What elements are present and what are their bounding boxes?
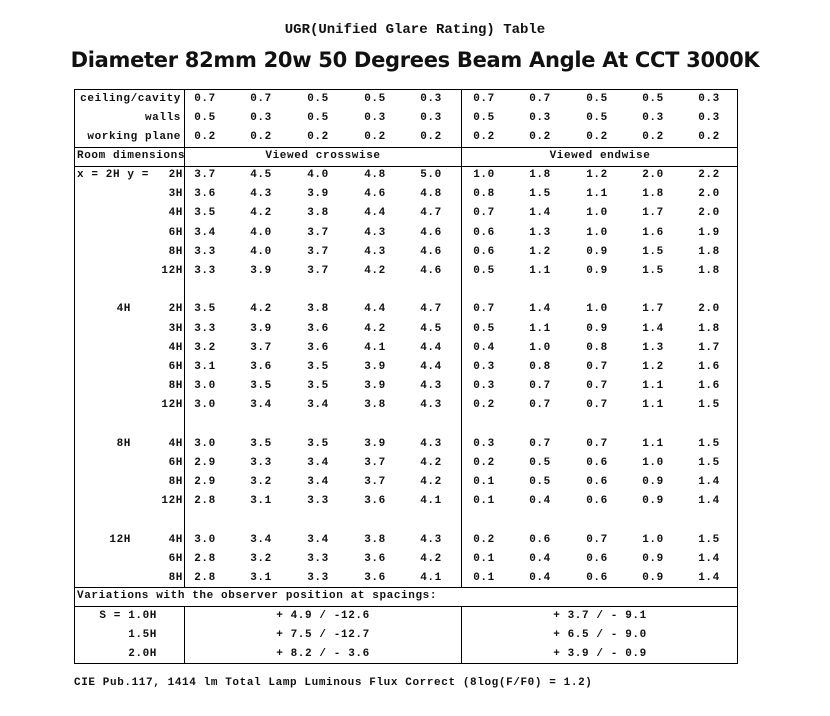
- ugr-value-crosswise: 4.3: [420, 437, 442, 450]
- ugr-value-crosswise: 3.3: [307, 572, 329, 585]
- reflectance-value: 0.2: [529, 131, 551, 143]
- variation-endwise: + 3.7 / - 9.1: [553, 610, 647, 622]
- table-title: UGR(Unified Glare Rating) Table: [284, 22, 546, 38]
- ugr-value-endwise: 1.0: [642, 457, 664, 469]
- ugr-value-crosswise: 4.3: [420, 399, 442, 412]
- reflectance-value: 0.7: [194, 93, 216, 105]
- ugr-value-endwise: 0.8: [586, 341, 608, 354]
- ugr-value-endwise: 0.6: [586, 495, 608, 508]
- ugr-value-crosswise: 4.2: [250, 303, 272, 316]
- ugr-value-crosswise: 3.5: [307, 380, 329, 393]
- ugr-value-endwise: 0.9: [642, 476, 664, 489]
- reflectance-value: 0.7: [473, 93, 495, 105]
- room-y-label: 12H: [161, 495, 183, 508]
- room-y-label: 4H: [168, 533, 183, 546]
- viewed-crosswise-label: Viewed crosswise: [265, 150, 381, 162]
- ugr-value-crosswise: 3.9: [364, 437, 386, 450]
- ugr-value-crosswise: 3.6: [307, 322, 329, 335]
- ugr-value-endwise: 1.2: [586, 169, 608, 181]
- ugr-value-endwise: 1.8: [642, 188, 664, 201]
- ugr-value-crosswise: 4.2: [420, 457, 442, 469]
- reflectance-value: 0.2: [586, 131, 608, 143]
- reflectance-value: 0.3: [698, 112, 720, 124]
- room-y-label: 4H: [168, 437, 183, 450]
- ugr-value-endwise: 1.8: [698, 265, 720, 277]
- ugr-value-endwise: 1.0: [642, 533, 664, 546]
- ugr-value-endwise: 0.5: [529, 476, 551, 489]
- ugr-value-endwise: 0.7: [586, 399, 608, 412]
- ugr-value-endwise: 1.6: [642, 226, 664, 239]
- ugr-value-endwise: 1.0: [473, 169, 495, 181]
- ugr-value-crosswise: 4.5: [250, 169, 272, 181]
- reflectance-value: 0.2: [194, 131, 216, 143]
- ugr-value-crosswise: 3.5: [194, 207, 216, 220]
- ugr-value-endwise: 0.9: [586, 265, 608, 277]
- ugr-value-crosswise: 4.7: [420, 207, 442, 220]
- ugr-value-endwise: 0.5: [529, 457, 551, 469]
- spacing-label: 2.0H: [128, 648, 157, 660]
- ugr-value-endwise: 0.7: [586, 437, 608, 450]
- ugr-value-crosswise: 3.2: [250, 553, 272, 565]
- reflectance-value: 0.3: [250, 112, 272, 124]
- spacing-label: 1.5H: [128, 629, 157, 641]
- variation-crosswise: + 8.2 / - 3.6: [276, 648, 370, 660]
- ugr-value-crosswise: 4.2: [250, 207, 272, 220]
- ugr-value-crosswise: 3.0: [194, 380, 216, 393]
- ugr-value-endwise: 1.7: [642, 207, 664, 220]
- ugr-value-crosswise: 4.4: [364, 207, 386, 220]
- ugr-value-crosswise: 2.8: [194, 553, 216, 565]
- variation-endwise: + 6.5 / - 9.0: [553, 629, 647, 641]
- ugr-value-crosswise: 4.0: [250, 245, 272, 258]
- reflectance-value: 0.7: [529, 93, 551, 105]
- ugr-value-endwise: 1.8: [698, 245, 720, 258]
- room-y-label: 4H: [168, 341, 183, 354]
- ugr-value-endwise: 1.3: [642, 341, 664, 354]
- spacing-label: S = 1.0H: [99, 610, 157, 622]
- ugr-value-endwise: 0.3: [473, 437, 495, 450]
- ugr-value-endwise: 1.5: [698, 437, 720, 450]
- ugr-value-crosswise: 3.4: [307, 533, 329, 546]
- variations-label: Variations with the observer position at spacings:: [77, 590, 438, 602]
- reflectance-value: 0.2: [698, 131, 720, 143]
- ugr-value-crosswise: 4.0: [307, 169, 329, 181]
- ugr-value-crosswise: 3.8: [307, 303, 329, 316]
- ugr-value-endwise: 0.1: [473, 495, 495, 508]
- ugr-value-crosswise: 2.8: [194, 495, 216, 508]
- room-y-label: 3H: [168, 322, 183, 335]
- ugr-value-crosswise: 4.6: [364, 188, 386, 201]
- ugr-value-endwise: 1.0: [586, 226, 608, 239]
- room-y-label: 8H: [168, 476, 183, 489]
- ugr-value-crosswise: 4.8: [420, 188, 442, 201]
- ugr-value-crosswise: 3.4: [307, 457, 329, 469]
- ugr-value-crosswise: 3.7: [364, 476, 386, 489]
- ugr-value-endwise: 0.6: [586, 572, 608, 585]
- ugr-value-endwise: 1.0: [586, 207, 608, 220]
- ugr-value-crosswise: 2.9: [194, 476, 216, 489]
- ugr-value-crosswise: 4.5: [420, 322, 442, 335]
- ugr-value-crosswise: 3.7: [307, 265, 329, 277]
- product-subtitle: Diameter 82mm 20w 50 Degrees Beam Angle At CCT 3000K: [70, 48, 760, 72]
- ugr-value-endwise: 0.3: [473, 361, 495, 373]
- reflectance-value: 0.3: [698, 93, 720, 105]
- room-x-label: 12H: [109, 533, 131, 546]
- ugr-value-endwise: 1.5: [698, 533, 720, 546]
- variation-crosswise: + 7.5 / -12.7: [276, 629, 370, 641]
- ugr-value-endwise: 0.7: [529, 437, 551, 450]
- ugr-value-crosswise: 4.4: [364, 303, 386, 316]
- ugr-value-endwise: 0.6: [586, 553, 608, 565]
- room-x-label: 4H: [116, 303, 131, 316]
- ugr-value-endwise: 0.9: [642, 495, 664, 508]
- ugr-value-crosswise: 3.4: [250, 533, 272, 546]
- ugr-value-crosswise: 3.4: [194, 226, 216, 239]
- ugr-value-crosswise: 3.1: [194, 361, 216, 373]
- ugr-value-endwise: 1.1: [642, 380, 664, 393]
- reflectance-value: 0.2: [420, 131, 442, 143]
- ugr-value-crosswise: 4.6: [420, 265, 442, 277]
- ugr-value-endwise: 1.4: [529, 207, 551, 220]
- ugr-value-endwise: 1.5: [698, 399, 720, 412]
- room-x-label: x = 2H y =: [77, 169, 150, 181]
- ugr-value-crosswise: 3.6: [364, 553, 386, 565]
- ugr-value-crosswise: 4.3: [420, 380, 442, 393]
- ugr-value-crosswise: 4.1: [364, 341, 386, 354]
- ugr-value-crosswise: 3.8: [364, 533, 386, 546]
- reflectance-value: 0.3: [420, 93, 442, 105]
- ugr-value-crosswise: 3.3: [194, 245, 216, 258]
- ugr-value-crosswise: 3.7: [307, 245, 329, 258]
- ugr-value-crosswise: 3.3: [307, 495, 329, 508]
- ugr-value-crosswise: 4.1: [420, 495, 442, 508]
- ugr-value-endwise: 0.9: [642, 572, 664, 585]
- ugr-value-crosswise: 3.5: [307, 361, 329, 373]
- ugr-value-endwise: 0.4: [529, 572, 551, 585]
- ugr-value-endwise: 2.0: [698, 303, 720, 316]
- ugr-value-crosswise: 4.0: [250, 226, 272, 239]
- ugr-value-crosswise: 3.5: [250, 437, 272, 450]
- ugr-value-endwise: 1.4: [529, 303, 551, 316]
- ugr-value-endwise: 0.1: [473, 476, 495, 489]
- reflectance-label: walls: [144, 112, 181, 124]
- ugr-value-endwise: 1.6: [698, 380, 720, 393]
- ugr-value-endwise: 0.2: [473, 533, 495, 546]
- room-y-label: 8H: [168, 245, 183, 258]
- ugr-value-endwise: 0.7: [473, 303, 495, 316]
- ugr-value-endwise: 0.4: [473, 341, 495, 354]
- ugr-value-endwise: 1.5: [642, 245, 664, 258]
- room-y-label: 12H: [161, 265, 183, 277]
- ugr-value-crosswise: 2.8: [194, 572, 216, 585]
- ugr-table: [74, 89, 738, 664]
- ugr-value-crosswise: 3.1: [250, 495, 272, 508]
- ugr-value-crosswise: 3.6: [364, 572, 386, 585]
- reflectance-value: 0.5: [473, 112, 495, 124]
- ugr-value-endwise: 1.3: [529, 226, 551, 239]
- ugr-value-crosswise: 3.2: [194, 341, 216, 354]
- reflectance-value: 0.2: [364, 131, 386, 143]
- reflectance-value: 0.3: [529, 112, 551, 124]
- ugr-value-endwise: 1.5: [642, 265, 664, 277]
- ugr-value-endwise: 2.0: [642, 169, 664, 181]
- room-y-label: 8H: [168, 380, 183, 393]
- ugr-value-endwise: 0.7: [529, 380, 551, 393]
- ugr-value-crosswise: 4.2: [364, 265, 386, 277]
- ugr-value-endwise: 1.1: [529, 322, 551, 335]
- ugr-value-endwise: 1.6: [698, 361, 720, 373]
- reflectance-value: 0.3: [642, 112, 664, 124]
- ugr-value-endwise: 1.4: [698, 476, 720, 489]
- ugr-value-endwise: 1.8: [698, 322, 720, 335]
- room-y-label: 6H: [168, 457, 183, 469]
- variation-crosswise: + 4.9 / -12.6: [276, 610, 370, 622]
- ugr-value-endwise: 1.0: [529, 341, 551, 354]
- ugr-value-crosswise: 3.5: [250, 380, 272, 393]
- ugr-value-crosswise: 4.2: [420, 553, 442, 565]
- ugr-value-crosswise: 3.6: [194, 188, 216, 201]
- ugr-value-endwise: 0.8: [529, 361, 551, 373]
- ugr-value-crosswise: 3.0: [194, 437, 216, 450]
- ugr-value-crosswise: 3.3: [307, 553, 329, 565]
- ugr-value-crosswise: 4.3: [364, 245, 386, 258]
- ugr-value-crosswise: 3.5: [194, 303, 216, 316]
- reflectance-value: 0.2: [473, 131, 495, 143]
- ugr-value-endwise: 1.7: [698, 341, 720, 354]
- ugr-value-endwise: 2.0: [698, 207, 720, 220]
- ugr-value-endwise: 1.4: [698, 553, 720, 565]
- ugr-value-endwise: 1.1: [642, 437, 664, 450]
- ugr-value-endwise: 0.7: [586, 380, 608, 393]
- reflectance-value: 0.5: [194, 112, 216, 124]
- variation-endwise: + 3.9 / - 0.9: [553, 648, 647, 660]
- ugr-value-endwise: 1.8: [529, 169, 551, 181]
- reflectance-label: working plane: [87, 131, 181, 143]
- ugr-value-crosswise: 3.4: [307, 399, 329, 412]
- ugr-value-endwise: 0.7: [586, 533, 608, 546]
- room-y-label: 6H: [168, 226, 183, 239]
- ugr-value-crosswise: 3.0: [194, 399, 216, 412]
- ugr-value-endwise: 1.9: [698, 226, 720, 239]
- room-y-label: 2H: [168, 169, 183, 181]
- reflectance-value: 0.2: [307, 131, 329, 143]
- ugr-value-crosswise: 4.1: [420, 572, 442, 585]
- ugr-value-crosswise: 3.9: [250, 265, 272, 277]
- ugr-value-endwise: 1.5: [698, 457, 720, 469]
- ugr-value-crosswise: 3.6: [307, 341, 329, 354]
- ugr-value-crosswise: 3.3: [194, 322, 216, 335]
- ugr-value-crosswise: 3.9: [364, 380, 386, 393]
- ugr-value-crosswise: 3.3: [250, 457, 272, 469]
- ugr-value-endwise: 1.5: [529, 188, 551, 201]
- ugr-value-crosswise: 3.3: [194, 265, 216, 277]
- ugr-value-endwise: 0.3: [473, 380, 495, 393]
- room-y-label: 3H: [168, 188, 183, 201]
- reflectance-value: 0.5: [307, 93, 329, 105]
- ugr-value-crosswise: 4.8: [364, 169, 386, 181]
- ugr-value-crosswise: 3.8: [307, 207, 329, 220]
- ugr-value-endwise: 0.7: [529, 399, 551, 412]
- ugr-value-crosswise: 3.9: [364, 361, 386, 373]
- ugr-value-crosswise: 3.4: [250, 399, 272, 412]
- reflectance-value: 0.3: [420, 112, 442, 124]
- ugr-value-endwise: 0.6: [473, 245, 495, 258]
- ugr-value-endwise: 1.4: [698, 495, 720, 508]
- ugr-value-endwise: 0.4: [529, 553, 551, 565]
- room-y-label: 6H: [168, 553, 183, 565]
- room-y-label: 12H: [161, 399, 183, 412]
- ugr-value-endwise: 0.9: [586, 245, 608, 258]
- ugr-value-endwise: 0.2: [473, 399, 495, 412]
- ugr-value-endwise: 0.5: [473, 265, 495, 277]
- room-y-label: 4H: [168, 207, 183, 220]
- viewed-endwise-label: Viewed endwise: [549, 150, 651, 162]
- room-dimensions-label: Room dimensions: [77, 150, 186, 162]
- ugr-value-endwise: 0.6: [529, 533, 551, 546]
- ugr-value-crosswise: 3.8: [364, 399, 386, 412]
- ugr-value-endwise: 1.1: [529, 265, 551, 277]
- ugr-value-crosswise: 3.5: [307, 437, 329, 450]
- ugr-value-crosswise: 4.4: [420, 341, 442, 354]
- reflectance-value: 0.5: [586, 93, 608, 105]
- ugr-value-endwise: 1.0: [586, 303, 608, 316]
- ugr-value-endwise: 1.7: [642, 303, 664, 316]
- reflectance-value: 0.5: [642, 93, 664, 105]
- footer-note: CIE Pub.117, 1414 lm Total Lamp Luminous Flux Correct (8log(F/F0) = 1.2): [74, 677, 593, 689]
- ugr-value-crosswise: 3.7: [364, 457, 386, 469]
- reflectance-value: 0.3: [364, 112, 386, 124]
- ugr-value-crosswise: 4.3: [364, 226, 386, 239]
- ugr-value-crosswise: 2.9: [194, 457, 216, 469]
- ugr-value-endwise: 0.9: [586, 322, 608, 335]
- ugr-value-crosswise: 3.1: [250, 572, 272, 585]
- ugr-value-endwise: 0.4: [529, 495, 551, 508]
- room-y-label: 6H: [168, 361, 183, 373]
- reflectance-label: ceiling/cavity: [80, 93, 181, 105]
- reflectance-value: 0.5: [364, 93, 386, 105]
- room-y-label: 2H: [168, 303, 183, 316]
- ugr-value-crosswise: 3.6: [364, 495, 386, 508]
- ugr-value-endwise: 0.6: [586, 476, 608, 489]
- ugr-value-crosswise: 3.7: [250, 341, 272, 354]
- ugr-value-crosswise: 3.0: [194, 533, 216, 546]
- ugr-value-endwise: 0.8: [473, 188, 495, 201]
- ugr-value-crosswise: 3.7: [307, 226, 329, 239]
- ugr-value-crosswise: 3.4: [307, 476, 329, 489]
- ugr-value-crosswise: 3.9: [307, 188, 329, 201]
- ugr-value-crosswise: 3.9: [250, 322, 272, 335]
- reflectance-value: 0.2: [250, 131, 272, 143]
- ugr-value-endwise: 0.2: [473, 457, 495, 469]
- room-x-label: 8H: [116, 437, 131, 450]
- ugr-value-endwise: 0.1: [473, 572, 495, 585]
- ugr-value-crosswise: 4.4: [420, 361, 442, 373]
- ugr-value-endwise: 1.2: [529, 245, 551, 258]
- reflectance-value: 0.2: [642, 131, 664, 143]
- ugr-value-crosswise: 3.7: [194, 169, 216, 181]
- ugr-value-endwise: 0.6: [586, 457, 608, 469]
- room-y-label: 8H: [168, 572, 183, 585]
- ugr-value-endwise: 0.6: [473, 226, 495, 239]
- ugr-value-endwise: 1.1: [586, 188, 608, 201]
- ugr-value-endwise: 2.2: [698, 169, 720, 181]
- ugr-value-endwise: 0.1: [473, 553, 495, 565]
- ugr-value-crosswise: 4.7: [420, 303, 442, 316]
- ugr-value-crosswise: 4.2: [364, 322, 386, 335]
- ugr-value-endwise: 1.2: [642, 361, 664, 373]
- ugr-value-crosswise: 5.0: [420, 169, 442, 181]
- ugr-value-endwise: 1.4: [698, 572, 720, 585]
- ugr-value-endwise: 1.1: [642, 399, 664, 412]
- reflectance-value: 0.5: [586, 112, 608, 124]
- ugr-value-endwise: 0.7: [473, 207, 495, 220]
- ugr-value-endwise: 0.5: [473, 322, 495, 335]
- ugr-value-crosswise: 3.2: [250, 476, 272, 489]
- ugr-value-crosswise: 3.6: [250, 361, 272, 373]
- ugr-value-endwise: 2.0: [698, 188, 720, 201]
- ugr-value-crosswise: 4.3: [420, 533, 442, 546]
- reflectance-value: 0.5: [307, 112, 329, 124]
- ugr-value-crosswise: 4.2: [420, 476, 442, 489]
- ugr-value-crosswise: 4.6: [420, 245, 442, 258]
- ugr-value-endwise: 1.4: [642, 322, 664, 335]
- reflectance-value: 0.7: [250, 93, 272, 105]
- ugr-value-endwise: 0.9: [642, 553, 664, 565]
- ugr-value-crosswise: 4.6: [420, 226, 442, 239]
- ugr-value-crosswise: 4.3: [250, 188, 272, 201]
- ugr-value-endwise: 0.7: [586, 361, 608, 373]
